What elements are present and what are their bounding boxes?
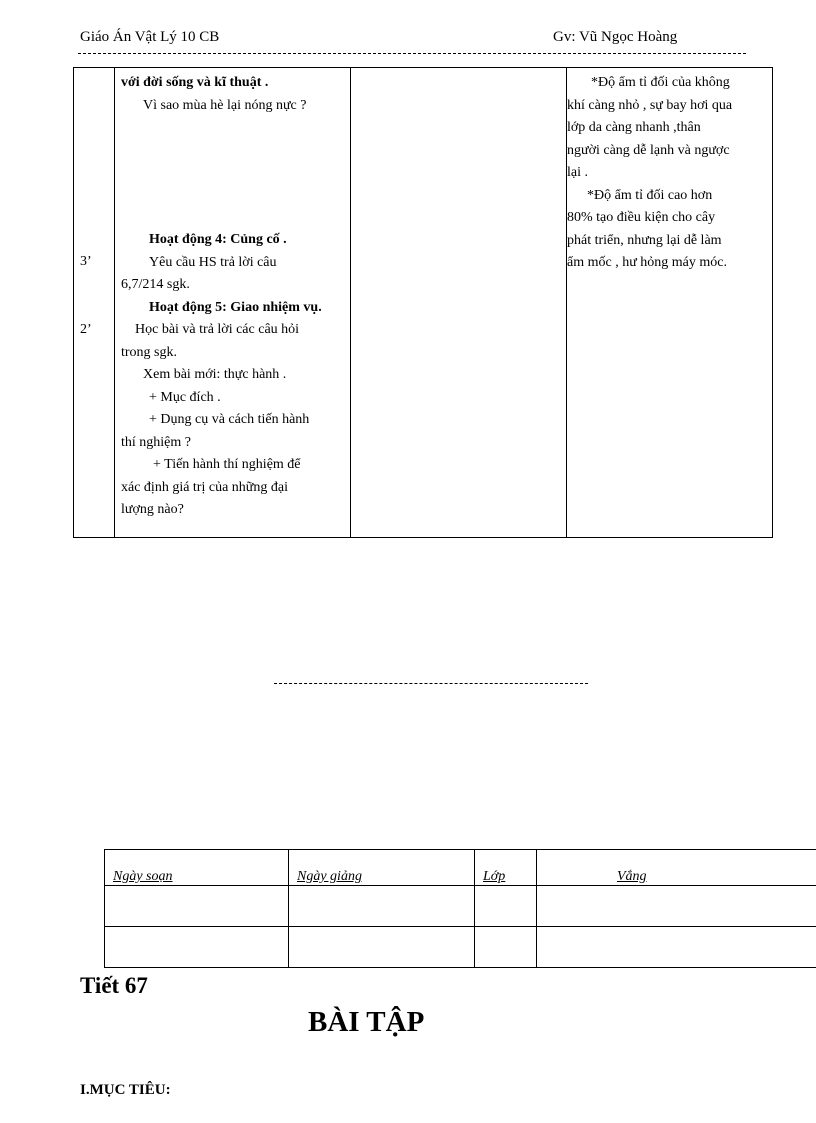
header-lop: Lớp bbox=[475, 850, 537, 886]
activity-line: Vì sao mùa hè lại nóng nực ? bbox=[143, 97, 307, 113]
note-line: phát triển, nhưng lại dễ làm bbox=[567, 232, 722, 248]
student-activity-column bbox=[351, 68, 567, 538]
activity-heading-4: Hoạt động 4: Củng cố . bbox=[149, 232, 287, 247]
note-line: ẩm mốc , hư hỏng máy móc. bbox=[567, 255, 728, 270]
header-ngay-soan: Ngày soạn bbox=[105, 850, 289, 886]
activity-line: 6,7/214 sgk. bbox=[121, 277, 190, 292]
note-line: lớp da càng nhanh ,thân bbox=[567, 120, 701, 135]
activity-line: Yêu cầu HS trả lời câu bbox=[149, 254, 277, 270]
note-line: khí càng nhỏ , sự bay hơi qua bbox=[567, 97, 733, 113]
time-column bbox=[74, 68, 115, 538]
note-line: *Độ ẩm tỉ đối của không bbox=[591, 75, 730, 90]
activity-line: + Tiến hành thí nghiệm để bbox=[153, 457, 301, 472]
header-subject: Giáo Án Vật Lý 10 CB bbox=[80, 29, 220, 45]
table-row bbox=[105, 926, 816, 967]
note-line: *Độ ẩm tỉ đối cao hơn bbox=[587, 187, 713, 203]
header-divider bbox=[78, 53, 746, 54]
activity-line: trong sgk. bbox=[121, 344, 177, 360]
activity-line: với đời sống và kĩ thuật . bbox=[121, 75, 269, 90]
activity-line: Xem bài mới: thực hành . bbox=[143, 367, 287, 382]
activity-line: + Mục đích . bbox=[149, 389, 221, 405]
time-activity-4: 3’ bbox=[80, 254, 92, 269]
lesson-title: BÀI TẬP bbox=[308, 1006, 425, 1038]
table-row bbox=[74, 68, 773, 538]
objectives-heading: I.MỤC TIÊU: bbox=[80, 1082, 171, 1098]
table-row bbox=[105, 885, 816, 926]
section-divider bbox=[274, 683, 588, 684]
notes-column bbox=[567, 68, 773, 538]
activity-line: xác định giá trị của những đại bbox=[121, 479, 288, 495]
note-line: lại . bbox=[567, 165, 588, 180]
activity-line: Học bài và trả lời các câu hỏi bbox=[135, 322, 300, 337]
schedule-table bbox=[104, 849, 816, 968]
table-row bbox=[105, 850, 816, 886]
period-number: Tiết 67 bbox=[80, 973, 148, 998]
activity-line: thí nghiệm ? bbox=[121, 434, 191, 450]
header-ngay-giang: Ngày giảng bbox=[289, 850, 475, 886]
activity-line: + Dụng cụ và cách tiến hành bbox=[149, 412, 310, 427]
teacher-activity-column bbox=[115, 68, 351, 538]
lesson-activity-table bbox=[73, 67, 773, 538]
note-line: 80% tạo điều kiện cho cây bbox=[567, 210, 716, 225]
header-teacher: Gv: Vũ Ngọc Hoàng bbox=[553, 29, 678, 45]
header-vang: Vắng bbox=[537, 850, 816, 886]
activity-line: lượng nào? bbox=[121, 502, 184, 517]
time-activity-5: 2’ bbox=[80, 322, 92, 337]
note-line: người càng dễ lạnh và ngược bbox=[567, 142, 730, 158]
activity-heading-5: Hoạt động 5: Giao nhiệm vụ. bbox=[149, 299, 322, 315]
